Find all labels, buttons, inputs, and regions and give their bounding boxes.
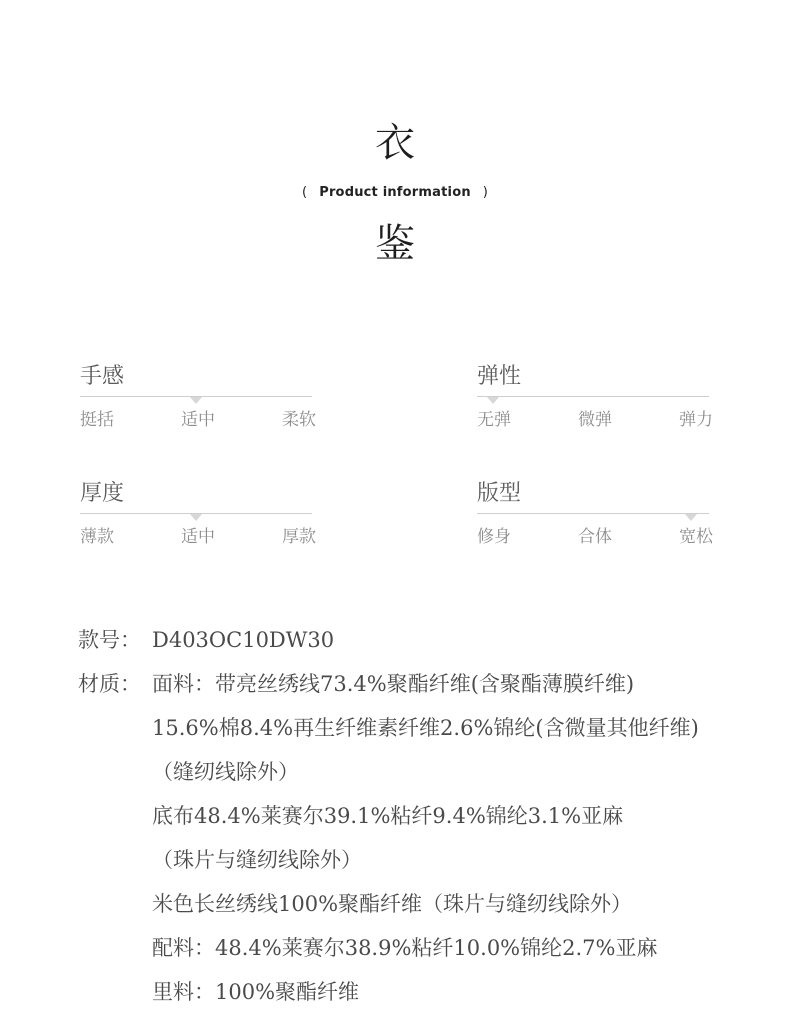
scale-option: 适中 <box>181 527 215 547</box>
material-line: （缝纫线除外） <box>152 760 299 784</box>
style-no-label: 款号： <box>78 628 141 652</box>
scale-option: 适中 <box>181 410 215 430</box>
scale-label: 厚度 <box>80 481 125 506</box>
spec-row <box>78 926 778 970</box>
scale-option: 微弹 <box>578 410 612 430</box>
spec-row <box>78 750 778 794</box>
scale-label: 手感 <box>80 364 125 389</box>
material-line: 面料：带亮丝绣线73.4%聚酯纤维(含聚酯薄膜纤维) <box>152 672 635 696</box>
scale-elasticity <box>477 362 717 430</box>
material-line: 底布48.4%莱赛尔39.1%粘纤9.4%锦纶3.1%亚麻 <box>152 804 624 828</box>
scale-option: 厚款 <box>282 527 316 547</box>
spec-list <box>78 618 778 1014</box>
scale-option: 宽松 <box>679 527 713 547</box>
spec-row <box>78 794 778 838</box>
spec-row-material <box>78 662 778 706</box>
scale-option: 薄款 <box>80 527 114 547</box>
spec-row <box>78 838 778 882</box>
scale-marker <box>190 397 202 404</box>
scale-label: 版型 <box>477 481 522 506</box>
scale-option: 挺括 <box>80 410 114 430</box>
scale-options <box>80 405 316 430</box>
scale-hand-feel <box>80 362 320 430</box>
style-no-value: D403OC10DW30 <box>152 628 335 652</box>
subtitle <box>0 185 790 201</box>
subtitle-open-paren: ( <box>301 185 308 200</box>
scale-marker <box>685 514 697 521</box>
scale-option: 修身 <box>477 527 511 547</box>
scale-thickness <box>80 479 320 547</box>
material-line: 配料：48.4%莱赛尔38.9%粘纤10.0%锦纶2.7%亚麻 <box>152 936 658 960</box>
scale-label: 弹性 <box>477 364 522 389</box>
spec-row <box>78 882 778 926</box>
scale-option: 柔软 <box>282 410 316 430</box>
subtitle-close-paren: ) <box>482 185 489 200</box>
scale-option: 弹力 <box>679 410 713 430</box>
material-line: 15.6%棉8.4%再生纤维素纤维2.6%锦纶(含微量其他纤维) <box>152 716 699 740</box>
spec-row <box>78 706 778 750</box>
scale-option: 无弹 <box>477 410 511 430</box>
spec-row-style-no <box>78 618 778 662</box>
scale-line <box>80 513 312 514</box>
scale-marker <box>190 514 202 521</box>
scale-marker <box>487 397 499 404</box>
scale-options <box>477 405 713 430</box>
scale-line <box>477 396 709 397</box>
scale-options <box>80 522 316 547</box>
material-line: 米色长丝绣线100%聚酯纤维（珠片与缝纫线除外） <box>152 892 633 916</box>
spec-row <box>78 970 778 1014</box>
subtitle-text: Product information <box>319 185 471 200</box>
scale-options <box>477 522 713 547</box>
scale-option: 合体 <box>578 527 612 547</box>
material-line: （珠片与缝纫线除外） <box>152 848 362 872</box>
scale-line <box>477 513 709 514</box>
material-label: 材质： <box>78 672 141 696</box>
title-bottom: 鉴 <box>375 221 415 267</box>
scale-line <box>80 396 312 397</box>
scale-fit <box>477 479 717 547</box>
material-line: 里料：100%聚酯纤维 <box>152 980 360 1004</box>
title-top: 衣 <box>375 120 415 166</box>
